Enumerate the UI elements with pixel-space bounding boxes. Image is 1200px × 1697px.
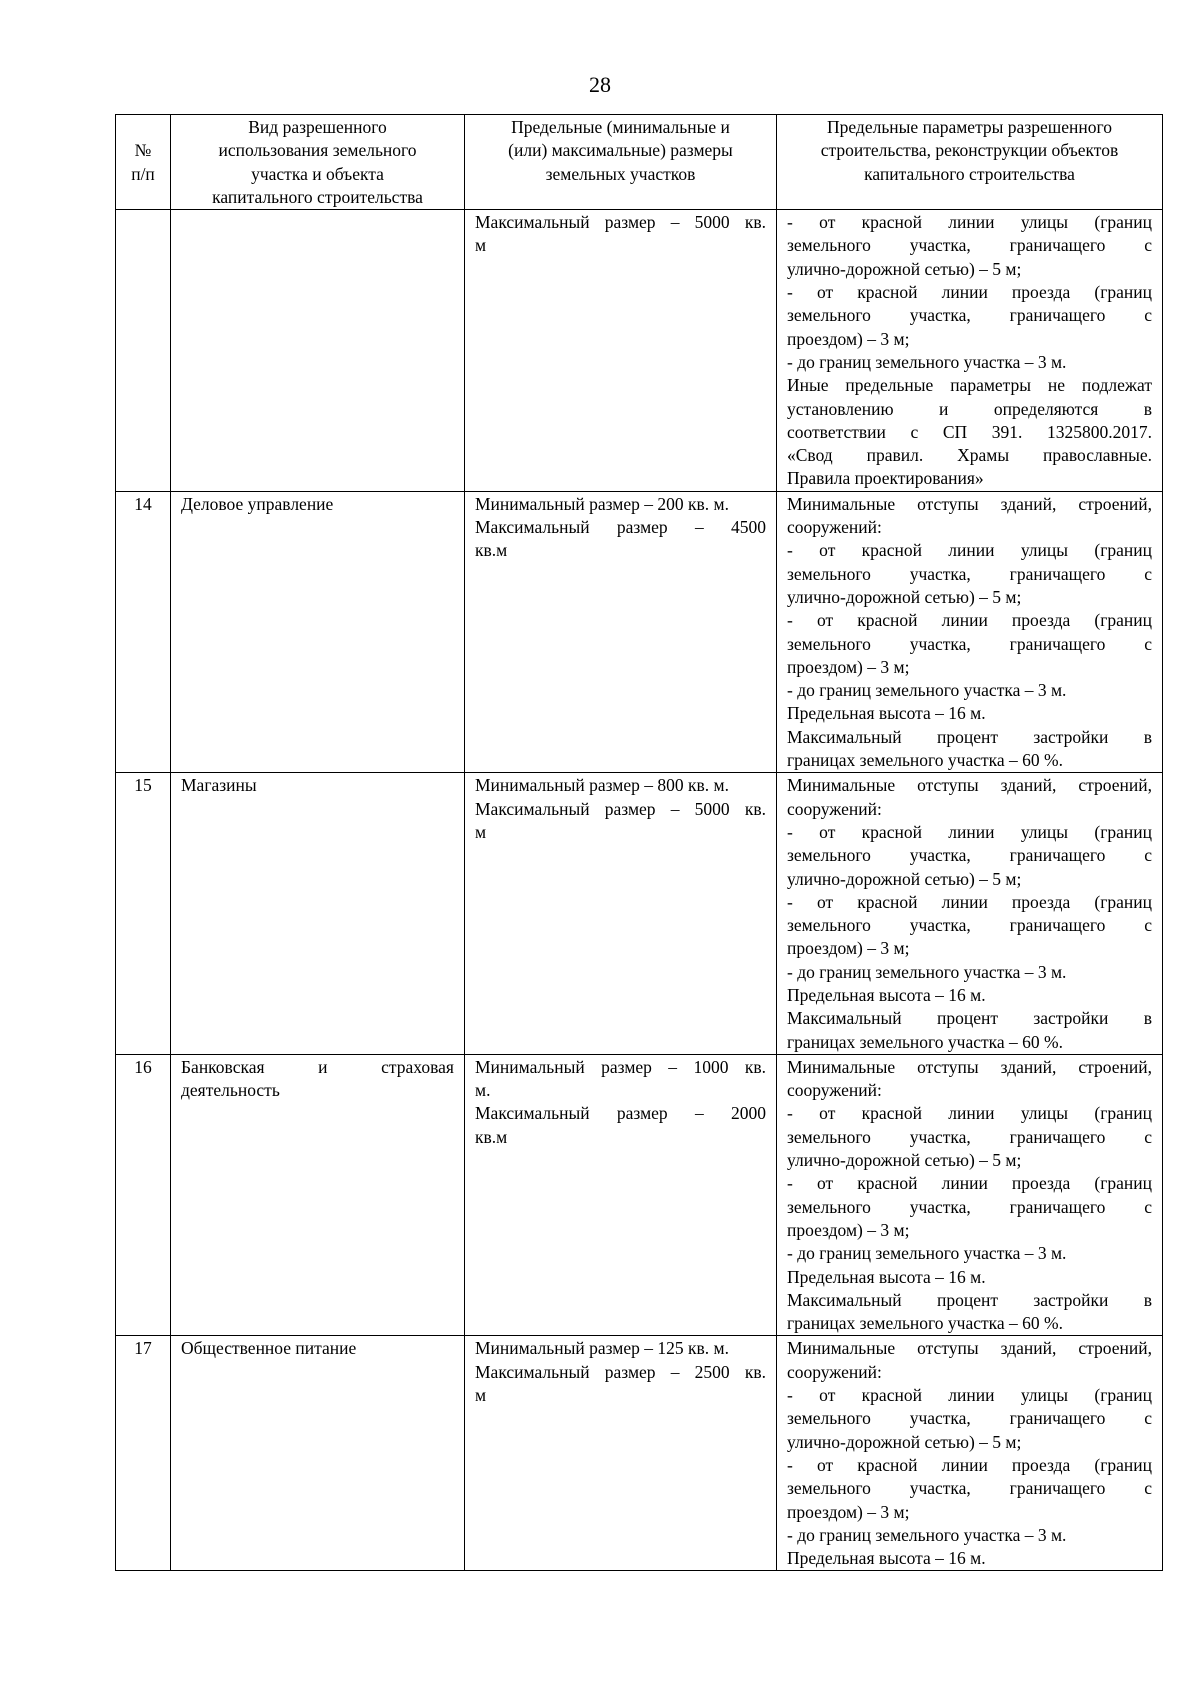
cell-text-line: Минимальные отступы зданий, строений, (787, 1056, 1152, 1077)
cell-text-line: границах земельного участка – 60 %. (787, 750, 1063, 771)
cell-text-line: м (475, 1385, 487, 1406)
cell-text-line: Максимальный процент застройки в (787, 1289, 1152, 1310)
cell-text-line: - до границ земельного участка – 3 м. (787, 1524, 1067, 1545)
cell-text-line: земельного участка, граничащего с (787, 633, 1152, 654)
cell-text-line: Минимальный размер – 125 кв. м. (475, 1338, 729, 1359)
cell-text-line: улично-дорожной сетью) – 5 м; (787, 868, 1022, 889)
cell-text-line: кв.м (475, 1126, 508, 1147)
cell-text-line: Предельная высота – 16 м. (787, 984, 986, 1005)
row-number-cell (116, 210, 171, 492)
permitted-use-cell (171, 1336, 465, 1571)
cell-text-line: сооружений: (787, 1080, 882, 1101)
cell-text-line: Минимальный размер – 800 кв. м. (475, 775, 729, 796)
cell-text-line: проездом) – 3 м; (787, 656, 910, 677)
cell-text-line: проездом) – 3 м; (787, 1219, 910, 1240)
cell-text-line: земельного участка, граничащего с (787, 563, 1152, 584)
cell-text-line: Максимальный размер – 2000 (475, 1103, 766, 1124)
cell-text-line: земельного участка, граничащего с (787, 305, 1152, 326)
cell-text-line: установлению и определяются в (787, 398, 1152, 419)
header-line: Предельные параметры разрешенного (827, 117, 1112, 137)
cell-text-line: - от красной линии улицы (границ (787, 540, 1152, 561)
cell-text-line: - от красной линии улицы (границ (787, 1385, 1152, 1406)
row-number: 15 (134, 775, 152, 796)
cell-text-line: проездом) – 3 м; (787, 938, 910, 959)
header-line: капитального строительства (212, 186, 423, 207)
permitted-use-cell (171, 1054, 465, 1336)
cell-text-line: Предельная высота – 16 м. (787, 1266, 986, 1287)
cell-text-line: сооружений: (787, 517, 882, 538)
cell-text-line: земельного участка, граничащего с (787, 915, 1152, 936)
regulations-table (115, 114, 1163, 1571)
cell-text-line: земельного участка, граничащего с (787, 1126, 1152, 1147)
cell-text-line: м. (475, 1080, 491, 1101)
cell-text-line: Предельная высота – 16 м. (787, 703, 986, 724)
header-line: использования земельного (218, 140, 417, 161)
cell-text-line: м (475, 821, 487, 842)
cell-text-line: границах земельного участка – 60 %. (787, 1031, 1063, 1052)
cell-text-line: кв.м (475, 540, 508, 561)
cell-text-line: Магазины (181, 775, 257, 796)
cell-text-line: земельного участка, граничащего с (787, 235, 1152, 256)
cell-text-line: Предельная высота – 16 м. (787, 1548, 986, 1569)
table-header (116, 115, 1163, 210)
construction-parameters-cell (777, 1336, 1163, 1571)
cell-text-line: - до границ земельного участка – 3 м. (787, 680, 1067, 701)
header-line: капитального строительства (864, 163, 1075, 184)
cell-text-line: м (475, 235, 487, 256)
row-number-cell (116, 491, 171, 773)
header-number (116, 115, 171, 210)
construction-parameters-cell (777, 773, 1163, 1055)
table-row (116, 1336, 1163, 1571)
cell-text-line: - от красной линии улицы (границ (787, 1103, 1152, 1124)
cell-text-line: земельного участка, граничащего с (787, 1478, 1152, 1499)
plot-size-cell (465, 210, 777, 492)
construction-parameters-cell (777, 1054, 1163, 1336)
cell-text-line: Максимальный размер – 5000 кв. (475, 798, 766, 819)
cell-text-line: деятельность (181, 1080, 280, 1101)
cell-text-line: - от красной линии проезда (границ (787, 1454, 1152, 1475)
cell-text-line: Максимальный размер – 5000 кв. (475, 212, 766, 233)
row-number: 14 (134, 493, 152, 514)
row-number-cell (116, 1336, 171, 1571)
permitted-use-cell (171, 491, 465, 773)
header-construction-parameters (777, 115, 1163, 210)
cell-text-line: сооружений: (787, 798, 882, 819)
header-row (116, 115, 1163, 210)
cell-text-line: Минимальный размер – 1000 кв. (475, 1056, 766, 1077)
table-row (116, 773, 1163, 1055)
header-plot-size-limits (465, 115, 777, 210)
cell-text-line: проездом) – 3 м; (787, 328, 910, 349)
permitted-use-cell (171, 210, 465, 492)
cell-text-line: Минимальный размер – 200 кв. м. (475, 493, 729, 514)
cell-text-line: - до границ земельного участка – 3 м. (787, 351, 1067, 372)
header-line: п/п (131, 163, 155, 184)
header-line: № (134, 140, 152, 161)
header-line: Вид разрешенного (248, 117, 387, 137)
cell-text-line: Максимальный размер – 2500 кв. (475, 1361, 766, 1382)
cell-text-line: Банковская и страховая (181, 1056, 454, 1077)
cell-text-line: проездом) – 3 м; (787, 1501, 910, 1522)
cell-text-line: - до границ земельного участка – 3 м. (787, 1243, 1067, 1264)
cell-text-line: Иные предельные параметры не подлежат (787, 375, 1152, 396)
cell-text-line: Деловое управление (181, 493, 334, 514)
permitted-use-cell (171, 773, 465, 1055)
cell-text-line: земельного участка, граничащего с (787, 1408, 1152, 1429)
header-line: Предельные (минимальные и (511, 117, 730, 137)
header-permitted-use (171, 115, 465, 210)
cell-text-line: Правила проектирования» (787, 468, 984, 489)
cell-text-line: земельного участка, граничащего с (787, 1196, 1152, 1217)
table-row (116, 491, 1163, 773)
cell-text-line: Максимальный процент застройки в (787, 726, 1152, 747)
cell-text-line: Минимальные отступы зданий, строений, (787, 1338, 1152, 1359)
cell-text-line: - от красной линии проезда (границ (787, 891, 1152, 912)
cell-text-line: соответствии с СП 391. 1325800.2017. (787, 421, 1152, 442)
cell-text-line: - от красной линии проезда (границ (787, 1173, 1152, 1194)
cell-text-line: улично-дорожной сетью) – 5 м; (787, 1150, 1022, 1171)
cell-text-line: - от красной линии проезда (границ (787, 610, 1152, 631)
cell-text-line: - от красной линии проезда (границ (787, 282, 1152, 303)
cell-text-line: Минимальные отступы зданий, строений, (787, 775, 1152, 796)
header-line: земельных участков (545, 163, 696, 184)
construction-parameters-cell (777, 210, 1163, 492)
plot-size-cell (465, 773, 777, 1055)
cell-text-line: границах земельного участка – 60 %. (787, 1313, 1063, 1334)
table-row (116, 210, 1163, 492)
cell-text-line: улично-дорожной сетью) – 5 м; (787, 586, 1022, 607)
cell-text-line: «Свод правил. Храмы православные. (787, 445, 1152, 466)
cell-text-line: Общественное питание (181, 1338, 357, 1359)
header-line: строительства, реконструкции объектов (820, 140, 1119, 161)
cell-text-line: Минимальные отступы зданий, строений, (787, 493, 1152, 514)
row-number-cell (116, 773, 171, 1055)
row-number: 17 (134, 1338, 152, 1359)
construction-parameters-cell (777, 491, 1163, 773)
cell-text-line: сооружений: (787, 1361, 882, 1382)
page-number: 28 (589, 72, 611, 97)
cell-text-line: - до границ земельного участка – 3 м. (787, 961, 1067, 982)
header-line: участка и объекта (251, 163, 384, 184)
cell-text-line: - от красной линии улицы (границ (787, 212, 1152, 233)
plot-size-cell (465, 1336, 777, 1571)
cell-text-line: улично-дорожной сетью) – 5 м; (787, 1431, 1022, 1452)
row-number-cell (116, 1054, 171, 1336)
cell-text-line: - от красной линии улицы (границ (787, 821, 1152, 842)
cell-text-line: улично-дорожной сетью) – 5 м; (787, 258, 1022, 279)
header-line: (или) максимальные) размеры (508, 140, 733, 161)
table-row (116, 1054, 1163, 1336)
row-number: 16 (134, 1056, 152, 1077)
cell-text-line: Максимальный размер – 4500 (475, 517, 766, 538)
cell-text-line: Максимальный процент застройки в (787, 1008, 1152, 1029)
plot-size-cell (465, 1054, 777, 1336)
table-body (116, 210, 1163, 1571)
cell-text-line: земельного участка, граничащего с (787, 845, 1152, 866)
plot-size-cell (465, 491, 777, 773)
